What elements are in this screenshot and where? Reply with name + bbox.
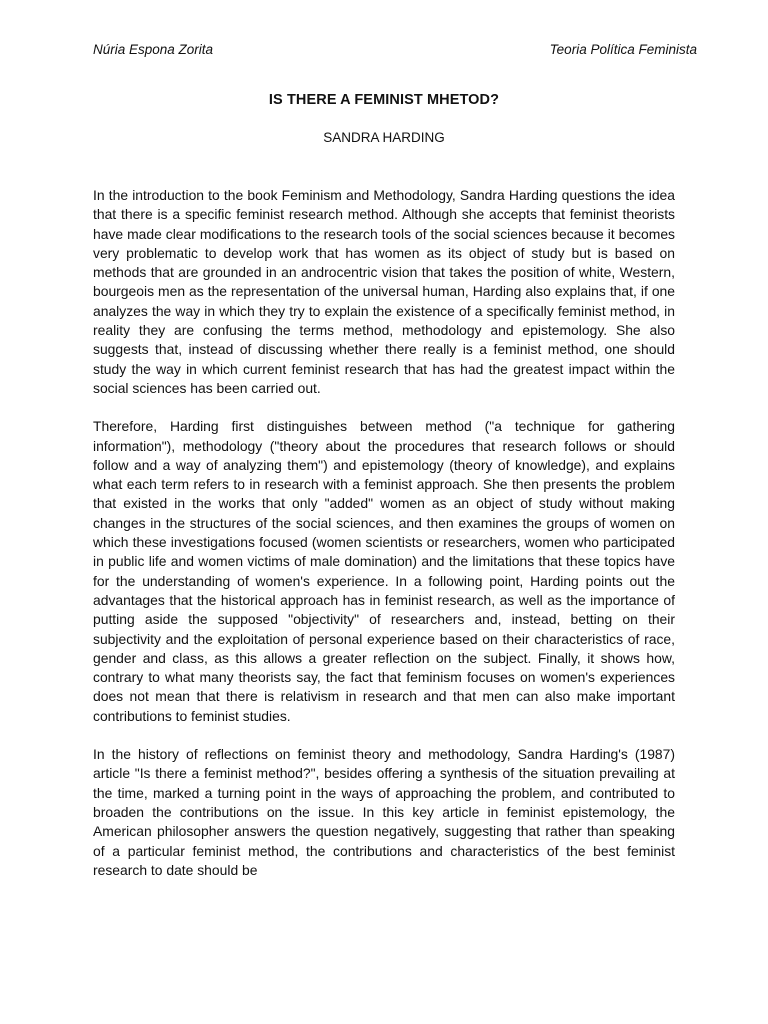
paragraph: Therefore, Harding first distinguishes between method ("a technique for gathering information"), methodology ("theory about the procedures that research follows or should follow and a way of analyzing them") and epistemology (theory of knowledge), and explains what each term refers to in research with a feminist approach. She then presents the problem that existed in the works that only "added" women as an object of study without making changes in the structures of the social sciences, and then examines the groups of women on which these investigations focused (women scientists or researchers, women who participated in public life and women victims of male domination) and the limitations that these topics have for the understanding of women's experience. In a following point, Harding points out the advantages that the historical approach has in feminist research, as well as the importance of putting aside the supposed "objectivity" of researchers and, instead, betting on their subjectivity and the exploitation of personal experience based on their characteristics of race, gender and class, as this allows a greater reflection on the subject. Finally, it shows how, contrary to what many theorists say, the fact that feminism focuses on women's experiences does not mean that there is relativism in research and that men can also make important contributions to feminist studies. [93,418,675,724]
document-author: SANDRA HARDING [323,130,445,145]
page-header [93,41,697,59]
paragraph: In the history of reflections on feminist theory and methodology, Sandra Harding's (1987) article "Is there a feminist method?", besides offering a synthesis of the situation prevailing at the time, marked a turning point in the ways of approaching the problem, and contributed to broaden the contributions on the issue. In this key article in feminist epistemology, the American philosopher answers the question negatively, suggesting that rather than speaking of a particular feminist method, the contributions and characteristics of the best feminist research to date should be [93,746,675,878]
header-course: Teoria Política Feminista [549,42,697,57]
document-body [93,186,675,899]
header-author: Núria Espona Zorita [93,42,214,57]
document-title: IS THERE A FEMINIST MHETOD? [268,92,500,108]
paragraph: In the introduction to the book Feminism and Methodology, Sandra Harding questions the idea that there is a specific feminist research method. Although she accepts that feminist theorists have made clear modifications to the research tools of the social sciences because it becomes very problematic to develop work that has women as its object of study but is based on methods that are grounded in an androcentric vision that takes the position of white, Western, bourgeois men as the representation of the universal human, Harding also explains that, if one analyzes the way in which they try to explain the existence of a specifically feminist method, in reality they are confusing the terms method, methodology and epistemology. She also suggests that, instead of discussing whether there really is a feminist method, one should study the way in which current feminist research that has had the greatest impact within the social sciences has been carried out. [93,187,675,396]
